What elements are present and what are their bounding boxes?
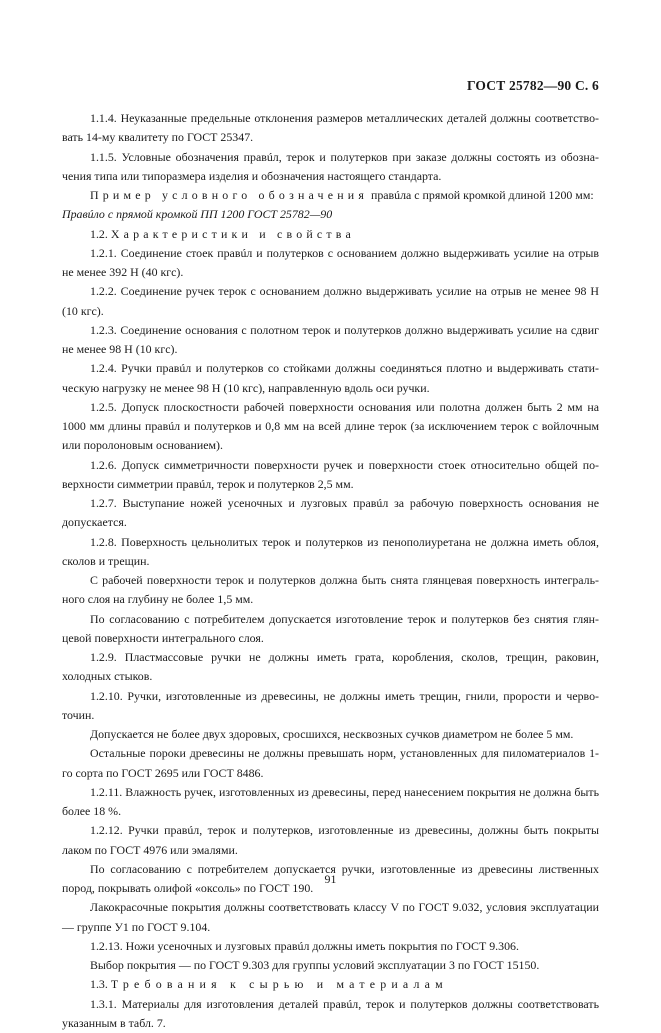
paragraph-1-2-11: 1.2.11. Влажность ручек, изготовленных из древесины, перед нанесением покрытия не должна быть более 18 %. [62, 783, 599, 822]
paragraph-1-2-13-choice: Выбор покрытия — по ГОСТ 9.303 для группы условий эксплуатации 3 по ГОСТ 15150. [62, 956, 599, 975]
page-number: 91 [0, 872, 661, 887]
paragraph-1-2-10-defects: Остальные пороки древесины не должны превышать норм, установленных для пиломатериалов 1-го сорта по ГОСТ 2695 или ГОСТ 8486. [62, 744, 599, 783]
paragraph-1-2-6: 1.2.6. Допуск симметричности поверхности ручек и поверхности стоек относительно общей поверхности симметрии правúл, терок и полутерков 2,5 мм. [62, 456, 599, 495]
paragraph-1-2-8: 1.2.8. Поверхность цельнолитых терок и полутерков из пенополиуретана не должна иметь облоя, сколов и трещин. [62, 533, 599, 572]
paragraph-1-1-4: 1.1.4. Неуказанные предельные отклонения размеров металлических деталей должны соответствовать 14-му квалитету по ГОСТ 25347. [62, 109, 599, 148]
page-body [62, 109, 599, 1033]
paragraph-1-2-12-oxol: По согласованию с потребителем допускается ручки, изготовленные из древесины лиственных пород, покрывать олифой «оксоль» по ГОСТ 190. [62, 860, 599, 899]
paragraph-1-1-5: 1.1.5. Условные обозначения правúл, терок и полутерков при заказе должны состоять из обозначения типа или типоразмера изделия и обозначения настоящего стандарта. [62, 148, 599, 187]
paragraph-1-2-13: 1.2.13. Ножи усеночных и лузговых правúл должны иметь покрытия по ГОСТ 9.306. [62, 937, 599, 956]
paragraph-1-2-9: 1.2.9. Пластмассовые ручки не должны иметь грата, коробления, сколов, трещин, раковин, холодных стыков. [62, 648, 599, 687]
example-paragraph [62, 186, 599, 205]
paragraph-1-2-7: 1.2.7. Выступание ножей усеночных и лузговых правúл за рабочую поверхность основания не допускается. [62, 494, 599, 533]
paragraph-1-2-12-coatings: Лакокрасочные покрытия должны соответствовать классу V по ГОСТ 9.032, условия эксплуатации — группе У1 по ГОСТ 9.104. [62, 898, 599, 937]
paragraph-1-2-8-agreement: По согласованию с потребителем допускается изготовление терок и полутерков без снятия глянцевой поверхности интегрального слоя. [62, 610, 599, 649]
paragraph-1-2-12: 1.2.12. Ручки правúл, терок и полутерков, изготовленные из древесины, должны быть покрыты лаком по ГОСТ 4976 или эмалями. [62, 821, 599, 860]
section-1-2-number: 1.2. [90, 227, 111, 241]
section-1-3-title: Требования к сырью и материалам [111, 977, 448, 991]
section-1-3-number: 1.3. [90, 977, 111, 991]
paragraph-1-2-8-glossy: С рабочей поверхности терок и полутерков должна быть снята глянцевая поверхность интегрального слоя на глубину не более 1,5 мм. [62, 571, 599, 610]
paragraph-1-2-2: 1.2.2. Соединение ручек терок с основанием должно выдерживать усилие на отрыв не менее 98 Н (10 кгс). [62, 282, 599, 321]
example-designation: Правúло с прямой кромкой ПП 1200 ГОСТ 25782—90 [62, 205, 599, 224]
section-1-3-heading [62, 975, 599, 994]
paragraph-1-2-5: 1.2.5. Допуск плоскостности рабочей поверхности основания или полотна должен быть 2 мм на 1000 мм длины правúл и полутерков и 0,8 мм на всей длине терок (за исключением терок с войлочным или поролоновым основанием). [62, 398, 599, 456]
paragraph-1-2-10-knots: Допускается не более двух здоровых, сросшихся, несквозных сучков диаметром не более 5 мм. [62, 725, 599, 744]
section-1-2-heading [62, 225, 599, 244]
paragraph-1-2-4: 1.2.4. Ручки правúл и полутерков со стойками должны соединяться плотно и выдерживать статическую нагрузку не менее 98 Н (10 кгс), направленную вдоль оси ручки. [62, 359, 599, 398]
paragraph-1-2-3: 1.2.3. Соединение основания с полотном терок и полутерков должно выдерживать усилие на сдвиг не менее 98 Н (10 кгс). [62, 321, 599, 360]
section-1-2-title: Характеристики и свойства [111, 227, 355, 241]
example-text: правúла с прямой кромкой длиной 1200 мм: [368, 188, 594, 202]
page-header: ГОСТ 25782—90 С. 6 [467, 78, 599, 94]
paragraph-1-2-10: 1.2.10. Ручки, изготовленные из древесины, не должны иметь трещин, гнили, прорости и червоточин. [62, 687, 599, 726]
paragraph-1-3-1: 1.3.1. Материалы для изготовления деталей правúл, терок и полутерков должны соответствовать указанным в табл. 7. [62, 995, 599, 1033]
paragraph-1-2-1: 1.2.1. Соединение стоек правúл и полутерков с основанием должно выдерживать усилие на отрыв не менее 392 Н (40 кгс). [62, 244, 599, 283]
example-heading: Пример условного обозначения [90, 188, 368, 202]
